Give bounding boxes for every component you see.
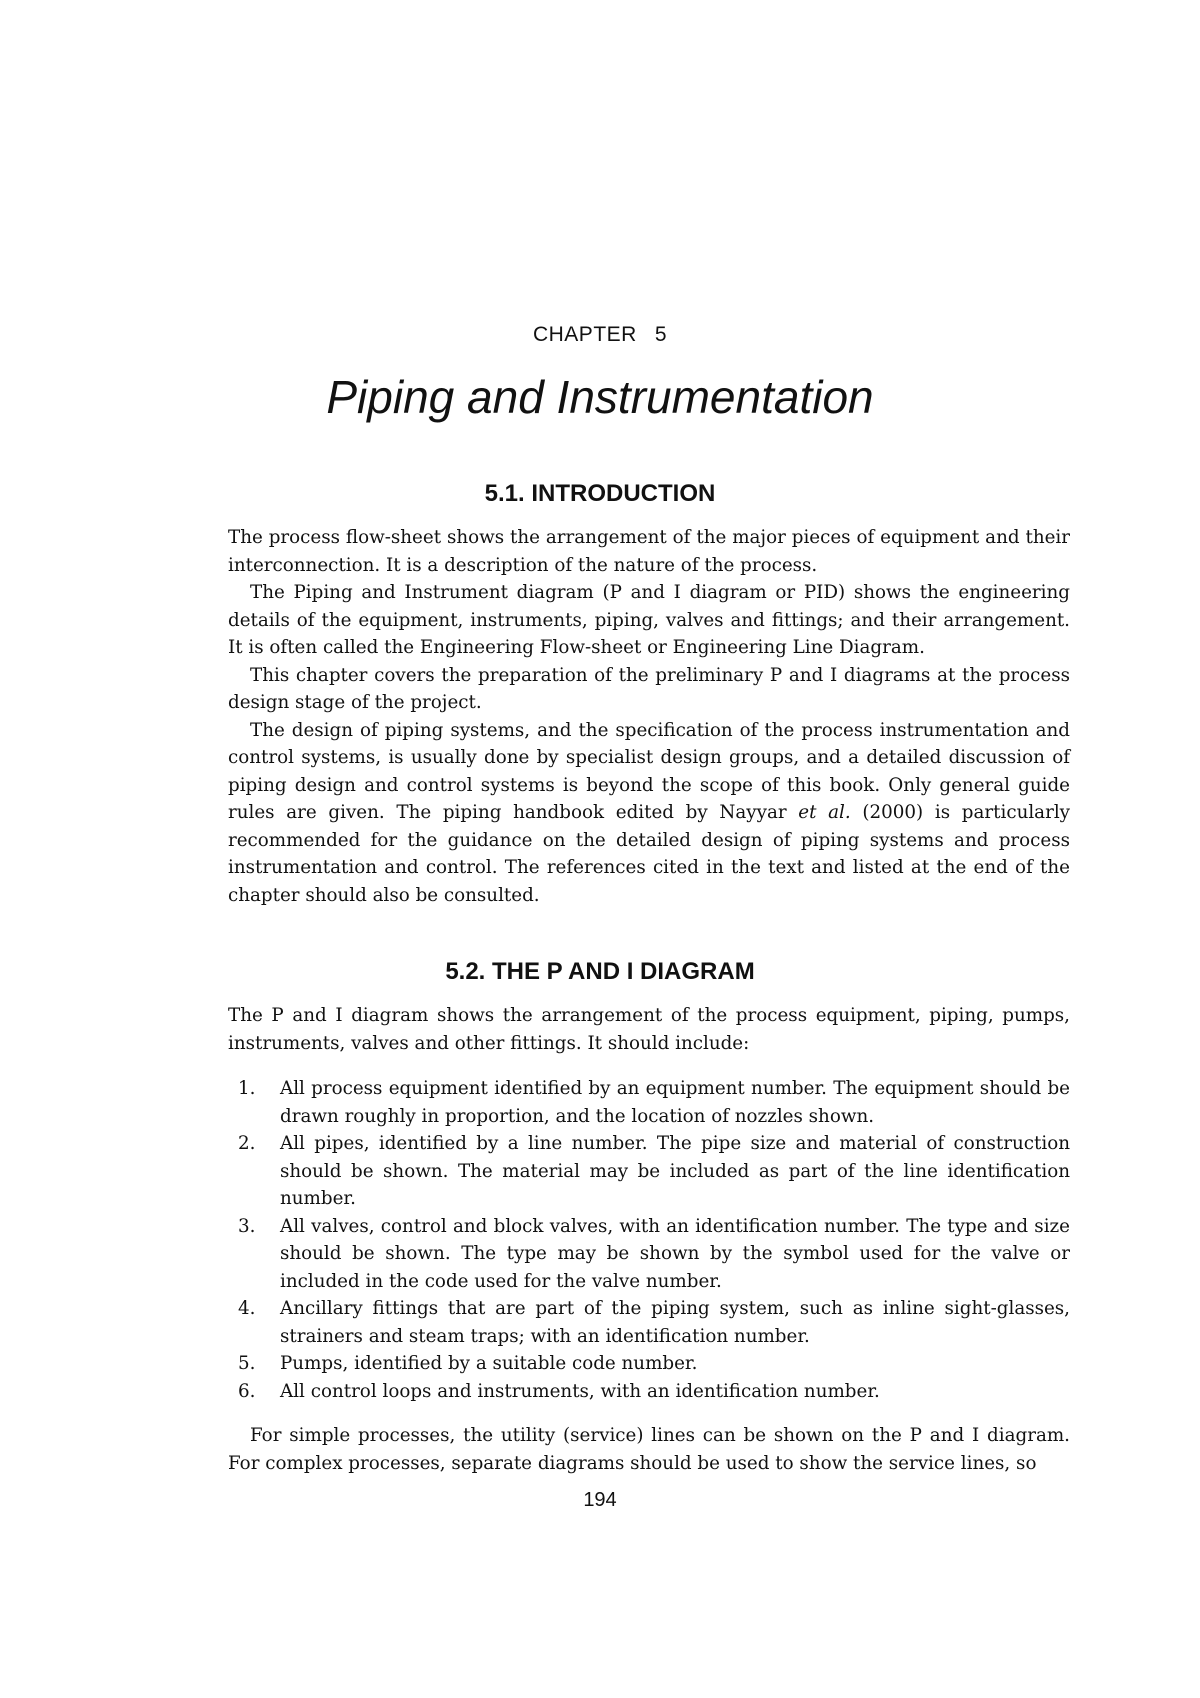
section-heading-pid: 5.2. THE P AND I DIAGRAM <box>445 958 755 985</box>
closing-body <box>228 1422 1070 1477</box>
pid-requirements-list <box>228 1075 1070 1405</box>
intro-paragraph-4-text-a: The design of piping systems, and the specification of the process instrumentation and control systems, is usually done by specialist design groups, and a detailed discussion of piping design and control systems is beyond the scope of this book. Only general guide rules are given. The piping handbook edited by Nayyar <box>228 719 1070 823</box>
intro-paragraph-4-text-b: (2000) is particularly recommended for the guidance on the detailed design of piping systems and process instrumentation and control. The references cited in the text and listed at the end of the chapter should also be consulted. <box>228 802 1070 906</box>
list-item-text: All control loops and instruments, with an identification number. <box>280 1380 880 1402</box>
section-heading-introduction: 5.1. INTRODUCTION <box>484 480 716 507</box>
chapter-word: CHAPTER <box>532 323 637 346</box>
list-item <box>228 1295 1070 1350</box>
chapter-title: Piping and Instrumentation <box>326 371 874 423</box>
list-item-text: Ancillary fittings that are part of the piping system, such as inline sight-glasses, strainers and steam traps; with an identification number. <box>280 1298 1070 1347</box>
introduction-body <box>228 524 1070 909</box>
list-item-number: 6. <box>238 1380 256 1402</box>
list-item-number: 2. <box>238 1133 256 1154</box>
chapter-label <box>0 323 1200 347</box>
intro-paragraph-3: This chapter covers the preparation of the preliminary P and I diagrams at the process design stage of the project. <box>228 664 1070 713</box>
list-item-text: All valves, control and block valves, with an identification number. The type and size should be shown. The type may be shown by the symbol used for the valve or included in the code used for the valve number. <box>280 1215 1070 1292</box>
list-item-text: All process equipment identified by an equipment number. The equipment should be drawn roughly in proportion, and the location of nozzles shown. <box>280 1078 1070 1127</box>
list-item-text: Pumps, identified by a suitable code number. <box>280 1353 698 1374</box>
list-item-number: 4. <box>238 1298 256 1319</box>
pid-intro-paragraph: The P and I diagram shows the arrangement of the process equipment, piping, pumps, instruments, valves and other fittings. It should include: <box>228 1005 1070 1054</box>
page-number: 194 <box>583 1489 617 1511</box>
chapter-number: 5 <box>654 323 668 346</box>
list-item-number: 3. <box>238 1215 256 1237</box>
list-item <box>228 1350 1070 1378</box>
list-item <box>228 1213 1070 1296</box>
intro-paragraph-2: The Piping and Instrument diagram (P and I diagram or PID) shows the engineering details of the equipment, instruments, piping, valves and fittings; and their arrangement. It is often called the Engineering Flow-sheet or Engineering Line Diagram. <box>228 582 1070 658</box>
closing-paragraph: For simple processes, the utility (service) lines can be shown on the P and I diagram. For complex processes, separate diagrams should be used to show the service lines, so <box>228 1425 1070 1474</box>
citation-et-al: et al. <box>798 802 851 823</box>
pid-intro-body <box>228 1002 1070 1057</box>
intro-paragraph-4 <box>228 717 1070 910</box>
intro-paragraph-1: The process flow-sheet shows the arrangement of the major pieces of equipment and their interconnection. It is a description of the nature of the process. <box>228 527 1070 576</box>
list-item-number: 1. <box>238 1078 256 1099</box>
list-item-number: 5. <box>238 1353 256 1374</box>
list-item-text: All pipes, identified by a line number. The pipe size and material of construction should be shown. The material may be included as part of the line identification number. <box>280 1133 1070 1209</box>
list-item <box>228 1378 1070 1406</box>
list-item <box>228 1075 1070 1130</box>
list-item <box>228 1130 1070 1213</box>
